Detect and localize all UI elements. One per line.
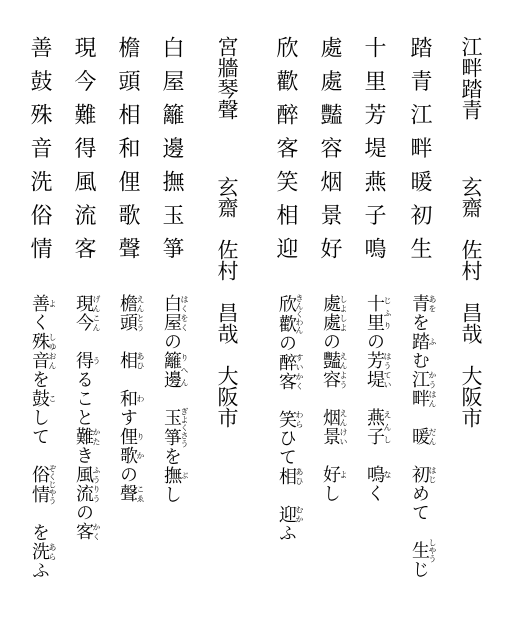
furigana: しよしよ <box>339 294 348 332</box>
ruby-word: 俗情ぞくじやう <box>29 464 57 505</box>
furigana: あひ <box>136 351 145 370</box>
furigana: こゑ <box>136 484 145 503</box>
ruby-word: 俚歌りか <box>117 427 145 465</box>
furigana: わ <box>136 389 145 408</box>
furigana: ふ <box>428 332 437 351</box>
ruby-word: 迎むか <box>276 504 304 524</box>
ruby-word: 暖だん <box>409 427 437 446</box>
furigana: りか <box>136 427 145 465</box>
poem-author: 玄齋 佐村 昌哉 大阪市 <box>459 176 483 428</box>
ruby-word: 洗あら <box>29 542 57 561</box>
furigana: えんとう <box>136 294 145 332</box>
furigana: かうはん <box>428 370 437 408</box>
ruby-word: 笑わら <box>276 409 304 429</box>
yomikudashi-line: 青あをを踏ふむ江畔かうはん 暖だん 初はじめて 生しやうじ <box>409 294 437 579</box>
poem-title: 宮牆琴聲 <box>215 36 239 120</box>
furigana: ぎよくさう <box>180 407 189 448</box>
furigana: ふうりう <box>92 465 101 503</box>
kanbun-line: 現今難得風流客 <box>71 36 96 271</box>
ruby-word: 燕子えんし <box>364 408 392 446</box>
furigana: こ <box>48 389 57 408</box>
ruby-word: 處處しよしよ <box>320 294 348 332</box>
furigana: あひ <box>295 466 304 486</box>
furigana: よ <box>339 465 348 484</box>
kanbun-line: 白屋籬邊撫玉箏 <box>159 36 184 271</box>
ruby-word: 醉客すいかく <box>276 352 304 391</box>
ruby-word: 踏ふ <box>409 332 437 351</box>
yomikudashi-line: 欣歡きんくわんの醉客すいかく 笑わらひて相あひ 迎むかふ <box>276 294 304 543</box>
ruby-word: 籬邊りへん <box>161 351 189 389</box>
furigana: えんけい <box>339 408 348 446</box>
ruby-word: 相あひ <box>117 351 145 370</box>
kanbun-line: 檐頭相和俚歌聲 <box>115 36 140 271</box>
yomikudashi-line: 檐頭えんとう 相あひ 和わす俚歌りかの聲こゑ <box>117 294 145 503</box>
yomikudashi-line: 白屋はくをくの籬邊りへん 玉箏ぎよくさうを撫ぶし <box>161 294 189 504</box>
ruby-word: 殊音しゆおん <box>29 332 57 370</box>
furigana: りへん <box>180 351 189 389</box>
furigana: えんし <box>383 408 392 446</box>
ruby-word: 善よ <box>29 294 57 313</box>
ruby-word: 和わ <box>117 389 145 408</box>
ruby-word: 聲こゑ <box>117 484 145 503</box>
poem-title: 江畔踏青 <box>459 36 483 120</box>
furigana: はじ <box>428 465 437 484</box>
ruby-word: 初はじ <box>409 465 437 484</box>
kanbun-line: 十里芳堤燕子鳴 <box>361 36 386 271</box>
furigana: ぞくじやう <box>48 464 57 505</box>
kanbun-line: 善鼓殊音洗俗情 <box>27 36 52 271</box>
furigana: げんこん <box>92 294 101 332</box>
ruby-word: 青あを <box>409 294 437 313</box>
ruby-word: 江畔かうはん <box>409 370 437 408</box>
ruby-word: 玉箏ぎよくさう <box>161 407 189 448</box>
ruby-word: 豔容えんよう <box>320 351 348 389</box>
furigana: かく <box>92 522 101 541</box>
furigana: しやう <box>428 538 437 563</box>
ruby-word: 鼓こ <box>29 389 57 408</box>
furigana: しゆおん <box>48 332 57 370</box>
yomikudashi-line: 善よく殊音しゆおんを鼓こして 俗情ぞくじやう を洗あらふ <box>29 294 57 580</box>
furigana: はくをく <box>180 294 189 332</box>
kanbun-line: 欣歡醉客笑相迎 <box>273 36 298 271</box>
ruby-word: 相あひ <box>276 466 304 486</box>
ruby-word: 白屋はくをく <box>161 294 189 332</box>
kanbun-line: 處處豔容烟景好 <box>317 36 342 271</box>
ruby-word: 好よ <box>320 465 348 484</box>
ruby-word: 芳堤はうてい <box>364 351 392 389</box>
ruby-word: 客かく <box>73 522 101 541</box>
furigana: えんよう <box>339 351 348 389</box>
furigana: かた <box>92 427 101 446</box>
poem-author: 玄齋 佐村 昌哉 大阪市 <box>215 176 239 428</box>
kanbun-line: 踏青江畔暖初生 <box>407 36 432 271</box>
furigana: ぶ <box>180 466 189 485</box>
furigana: むか <box>295 504 304 524</box>
furigana: きんくわん <box>295 294 304 334</box>
furigana: あを <box>428 294 437 313</box>
ruby-word: 風流ふうりう <box>73 465 101 503</box>
ruby-word: 十里じふり <box>364 294 392 332</box>
furigana: な <box>383 465 392 484</box>
ruby-word: 鳴な <box>364 465 392 484</box>
ruby-word: 現今げんこん <box>73 294 101 332</box>
ruby-word: 撫ぶ <box>161 466 189 485</box>
ruby-word: 烟景えんけい <box>320 408 348 446</box>
ruby-word: 欣歡きんくわん <box>276 294 304 334</box>
yomikudashi-line: 處處しよしよの豔容えんよう 烟景えんけい 好よし <box>320 294 348 503</box>
furigana: わら <box>295 409 304 429</box>
yomikudashi-line: 現今げんこん 得うること難かたき風流ふうりうの客かく <box>73 294 101 541</box>
furigana: すいかく <box>295 352 304 391</box>
furigana: じふり <box>383 294 392 332</box>
ruby-word: 難かた <box>73 427 101 446</box>
ruby-word: 檐頭えんとう <box>117 294 145 332</box>
furigana: はうてい <box>383 351 392 389</box>
ruby-word: 得う <box>73 351 101 370</box>
furigana: あら <box>48 542 57 561</box>
furigana: だん <box>428 427 437 446</box>
yomikudashi-line: 十里じふりの芳堤はうてい 燕子えんし 鳴なく <box>364 294 392 503</box>
furigana: よ <box>48 294 57 313</box>
furigana: う <box>92 351 101 370</box>
ruby-word: 生しやう <box>409 538 437 563</box>
